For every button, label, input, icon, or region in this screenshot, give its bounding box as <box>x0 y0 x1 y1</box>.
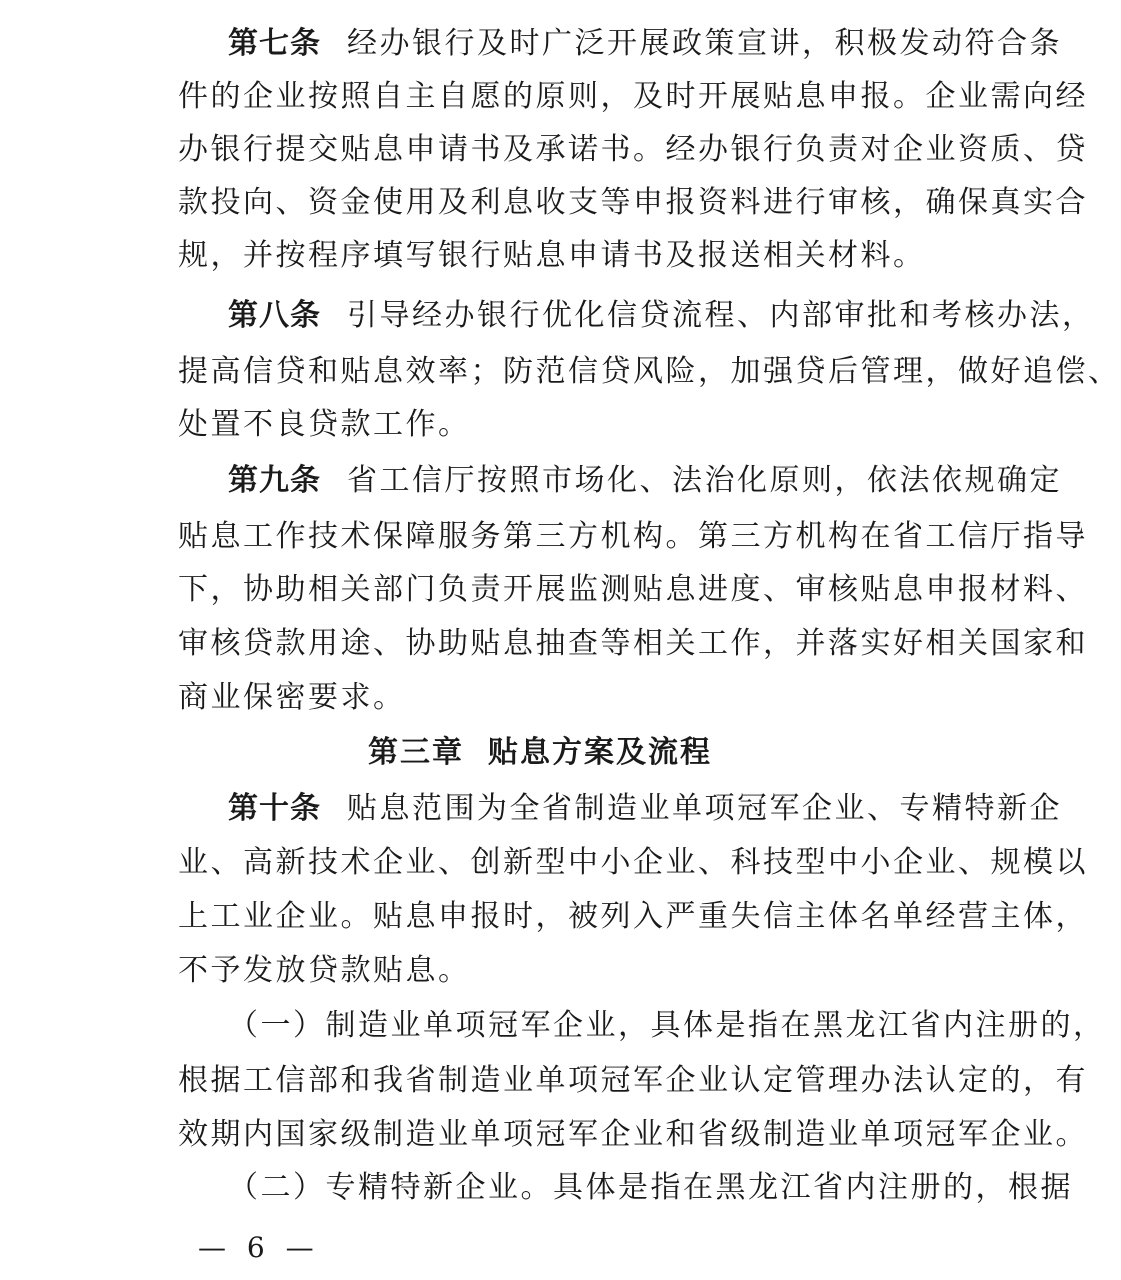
article-9-line-1: 第九条 省工信厅按照市场化、法治化原则，依法依规确定 <box>228 463 1062 498</box>
article-7-line-4: 款投向、资金使用及利息收支等申报资料进行审核，确保真实合 <box>178 185 1088 220</box>
article-8-line-2: 提高信贷和贴息效率；防范信贷风险，加强贷后管理，做好追偿、 <box>178 354 1121 389</box>
article-7-line-2: 件的企业按照自主自愿的原则，及时开展贴息申报。企业需向经 <box>178 79 1088 114</box>
item-1-line-3: 效期内国家级制造业单项冠军企业和省级制造业单项冠军企业。 <box>178 1117 1088 1152</box>
article-8-label: 第八条 <box>228 298 321 333</box>
article-7-line-1: 第七条 经办银行及时广泛开展政策宣讲，积极发动符合条 <box>228 26 1062 61</box>
article-10-line-3: 上工业企业。贴息申报时，被列入严重失信主体名单经营主体， <box>178 899 1088 934</box>
article-10-line-1: 第十条 贴息范围为全省制造业单项冠军企业、专精特新企 <box>228 791 1062 826</box>
article-8-line-3: 处置不良贷款工作。 <box>178 407 471 442</box>
article-9-line-2: 贴息工作技术保障服务第三方机构。第三方机构在省工信厅指导 <box>178 519 1088 554</box>
article-9-line-4: 审核贷款用途、协助贴息抽查等相关工作，并落实好相关国家和 <box>178 626 1088 661</box>
article-7-line-5: 规，并按程序填写银行贴息申请书及报送相关材料。 <box>178 238 926 273</box>
item-2-line-1: （二）专精特新企业。具体是指在黑龙江省内注册的，根据 <box>228 1170 1073 1205</box>
article-7-line-3: 办银行提交贴息申请书及承诺书。经办银行负责对企业资质、贷 <box>178 132 1088 167</box>
item-1-line-1: （一）制造业单项冠军企业，具体是指在黑龙江省内注册的， <box>228 1008 1106 1043</box>
article-8-line-1: 第八条 引导经办银行优化信贷流程、内部审批和考核办法， <box>228 298 1095 333</box>
item-1-line-2: 根据工信部和我省制造业单项冠军企业认定管理办法认定的，有 <box>178 1063 1088 1098</box>
article-10-label: 第十条 <box>228 791 321 826</box>
article-10-line-2: 业、高新技术企业、创新型中小企业、科技型中小企业、规模以 <box>178 845 1088 880</box>
article-9-label: 第九条 <box>228 463 321 498</box>
chapter-number: 第三章 <box>368 735 464 770</box>
article-7-label: 第七条 <box>228 26 321 61</box>
article-9-line-3: 下，协助相关部门负责开展监测贴息进度、审核贴息申报材料、 <box>178 572 1088 607</box>
article-10-line-4: 不予发放贷款贴息。 <box>178 953 471 988</box>
chapter-title: 贴息方案及流程 <box>488 735 712 770</box>
page-number: — 6 — <box>198 1231 320 1264</box>
chapter-heading <box>0 733 1080 773</box>
article-9-line-5: 商业保密要求。 <box>178 680 406 715</box>
